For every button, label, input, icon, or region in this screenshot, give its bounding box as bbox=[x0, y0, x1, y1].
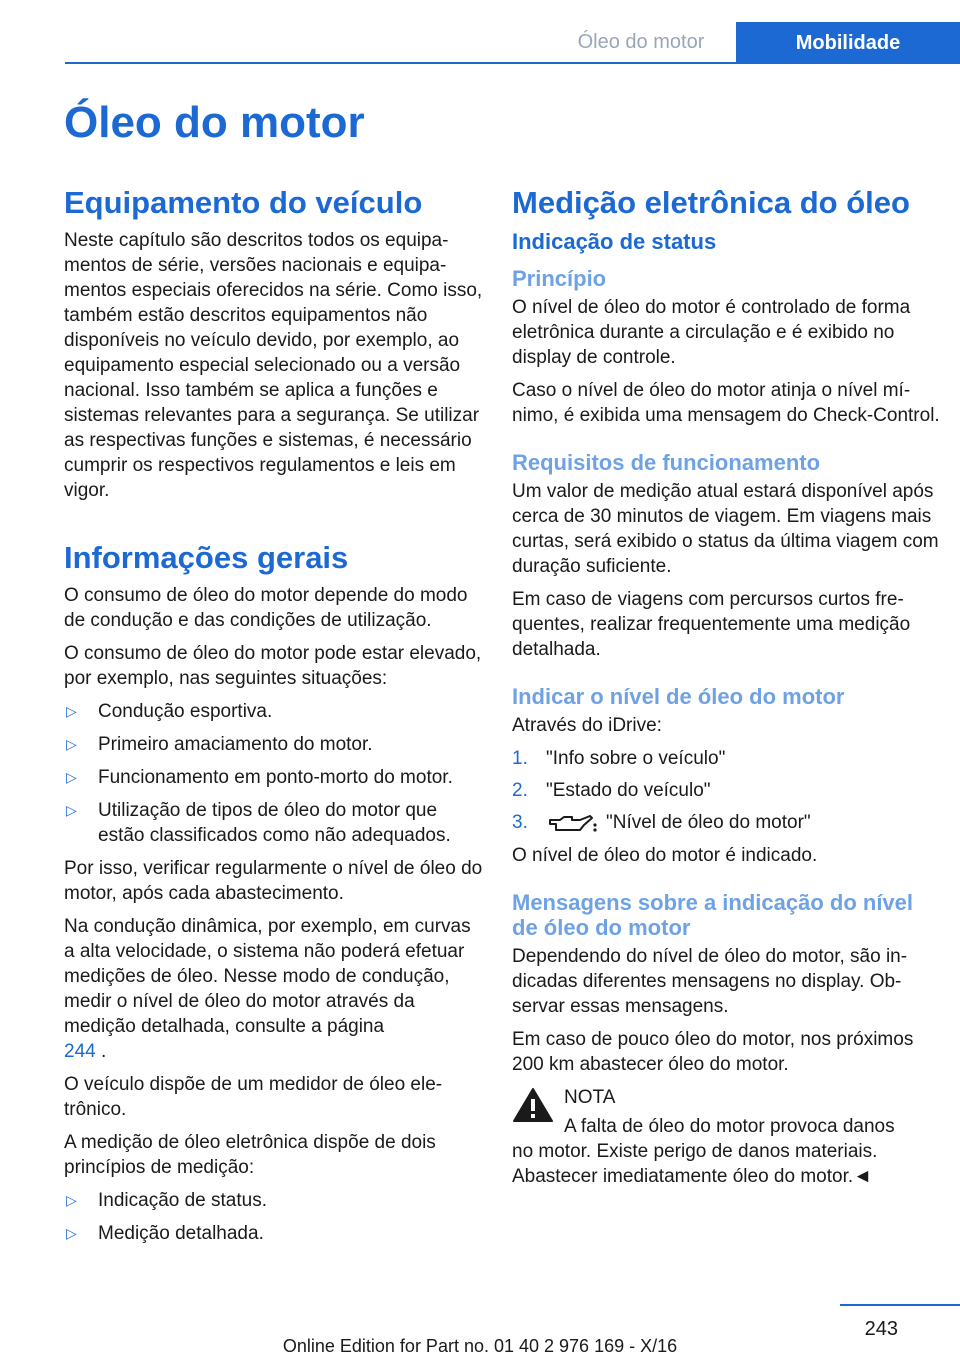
header-chapter-tab: Óleo do motor bbox=[577, 31, 705, 53]
header-section-tab: Mobilidade bbox=[736, 22, 960, 64]
principles-list bbox=[64, 1188, 484, 1246]
page-title: Óleo do motor bbox=[64, 98, 365, 147]
warning-triangle-icon bbox=[512, 1087, 554, 1123]
requirements-p2: Em caso de viagens com percursos curtos frequentes, realizar frequentemente uma medição detalhada. bbox=[512, 589, 911, 660]
list-item: 3. "Nível de óleo do motor" bbox=[512, 812, 811, 833]
status-indication-heading: Indicação de status bbox=[512, 229, 717, 254]
principle-p2: Caso o nível de óleo do motor atinja o nível mínimo, é exibida uma mensagem do Check-Control. bbox=[512, 380, 940, 426]
general-info-p2: O consumo de óleo do motor pode estar elevado, por exemplo, nas seguintes situações: bbox=[64, 643, 482, 689]
list-item: ▷ Indicação de status. bbox=[66, 1190, 267, 1211]
list-item: ▷ Medição detalhada. bbox=[66, 1223, 264, 1244]
messages-heading: Mensagens sobre a indicação do nível de óleo do motor bbox=[512, 890, 914, 940]
list-item: ▷ Condução esportiva. bbox=[66, 701, 273, 722]
bullet-triangle-icon: ▷ bbox=[66, 736, 77, 752]
list-item: ▷ Primeiro amaciamento do motor. bbox=[66, 734, 373, 755]
general-info-p6: A medição de óleo eletrônica dispõe de dois princípios de medição: bbox=[64, 1132, 436, 1178]
bullet-triangle-icon: ▷ bbox=[66, 703, 77, 719]
note-title: NOTA bbox=[564, 1087, 616, 1108]
list-item: 1. "Info sobre o veículo" bbox=[512, 748, 726, 769]
equipment-text: Neste capítulo são descritos todos os equipamentos de série, versões nacionais e equipamentos especiais oferecidos na série. Como isso, também estão descritos equipamentos não disponíveis no veículo devido, por exemplo, ao equipamento especial selecionado ou a versão nacional. Isso também se aplica a funções e sistemas relevantes para a segurança. Se utilizar as respectivas funções e sistemas, é necessário cumprir os respectivos regulamentos e leis em vigor. bbox=[64, 230, 483, 501]
requirements-heading: Requisitos de funcionamento bbox=[512, 450, 821, 475]
general-info-p1: O consumo de óleo do motor depende do modo de condução e das condições de utilização. bbox=[64, 585, 468, 631]
messages-p2: Em caso de pouco óleo do motor, nos próximos 200 km abastecer óleo do motor. bbox=[512, 1029, 914, 1075]
general-info-p4: Na condução dinâmica, por exemplo, em curvas a alta velocidade, o sistema não poderá efetuar medições de óleo. Nesse modo de condução, medir o nível de óleo do motor através da medição detalhada, consulte a página 244 . bbox=[64, 916, 471, 1062]
list-item: ▷ Utilização de tipos de óleo do motor que estão classificados como não adequados. bbox=[66, 800, 451, 846]
bullet-triangle-icon: ▷ bbox=[66, 802, 77, 818]
header-divider bbox=[65, 62, 960, 64]
footer-divider bbox=[840, 1304, 960, 1306]
warning-note bbox=[512, 1085, 942, 1189]
bullet-triangle-icon: ▷ bbox=[66, 1225, 77, 1241]
footer-edition: Online Edition for Part no. 01 40 2 976 169 - X/16 bbox=[282, 1336, 678, 1356]
right-column bbox=[512, 184, 942, 1197]
note-text: A falta de óleo do motor provoca danos no motor. Existe perigo de danos materiais. Abastecer imediatamente óleo do motor.◄ bbox=[512, 1116, 895, 1187]
page-reference-link[interactable]: 244 bbox=[64, 1041, 96, 1062]
principle-heading: Princípio bbox=[512, 266, 607, 291]
general-info-p3: Por isso, verificar regularmente o nível de óleo do motor, após cada abastecimento. bbox=[64, 858, 483, 904]
requirements-p1: Um valor de medição atual estará disponível após cerca de 30 minutos de viagem. Em viagens mais curtas, será exibido o status da última viagem com duração suficiente. bbox=[512, 481, 939, 577]
list-item: ▷ Funcionamento em ponto-morto do motor. bbox=[66, 767, 453, 788]
left-column bbox=[64, 184, 484, 1254]
bullet-triangle-icon: ▷ bbox=[66, 769, 77, 785]
show-oil-level-heading: Indicar o nível de óleo do motor bbox=[512, 684, 845, 709]
bullet-triangle-icon: ▷ bbox=[66, 1192, 77, 1208]
oil-can-icon bbox=[546, 812, 598, 834]
show-oil-level-intro: Através do iDrive: bbox=[512, 715, 662, 736]
general-info-heading: Informações gerais bbox=[64, 540, 349, 575]
messages-p1: Dependendo do nível de óleo do motor, são indicadas diferentes mensagens no display. Observar essas mensagens. bbox=[512, 946, 908, 1017]
page-number: 243 bbox=[864, 1318, 898, 1340]
electronic-measurement-heading: Medição eletrônica do óleo bbox=[512, 185, 910, 220]
idrive-steps bbox=[512, 746, 942, 835]
situations-list bbox=[64, 699, 484, 848]
general-info-p5: O veículo dispõe de um medidor de óleo eletrônico. bbox=[64, 1074, 443, 1120]
equipment-heading: Equipamento do veículo bbox=[64, 185, 423, 220]
show-oil-level-result: O nível de óleo do motor é indicado. bbox=[512, 845, 818, 866]
principle-p1: O nível de óleo do motor é controlado de forma eletrônica durante a circulação e é exibido no display de controle. bbox=[512, 297, 911, 368]
list-item: 2. "Estado do veículo" bbox=[512, 780, 711, 801]
